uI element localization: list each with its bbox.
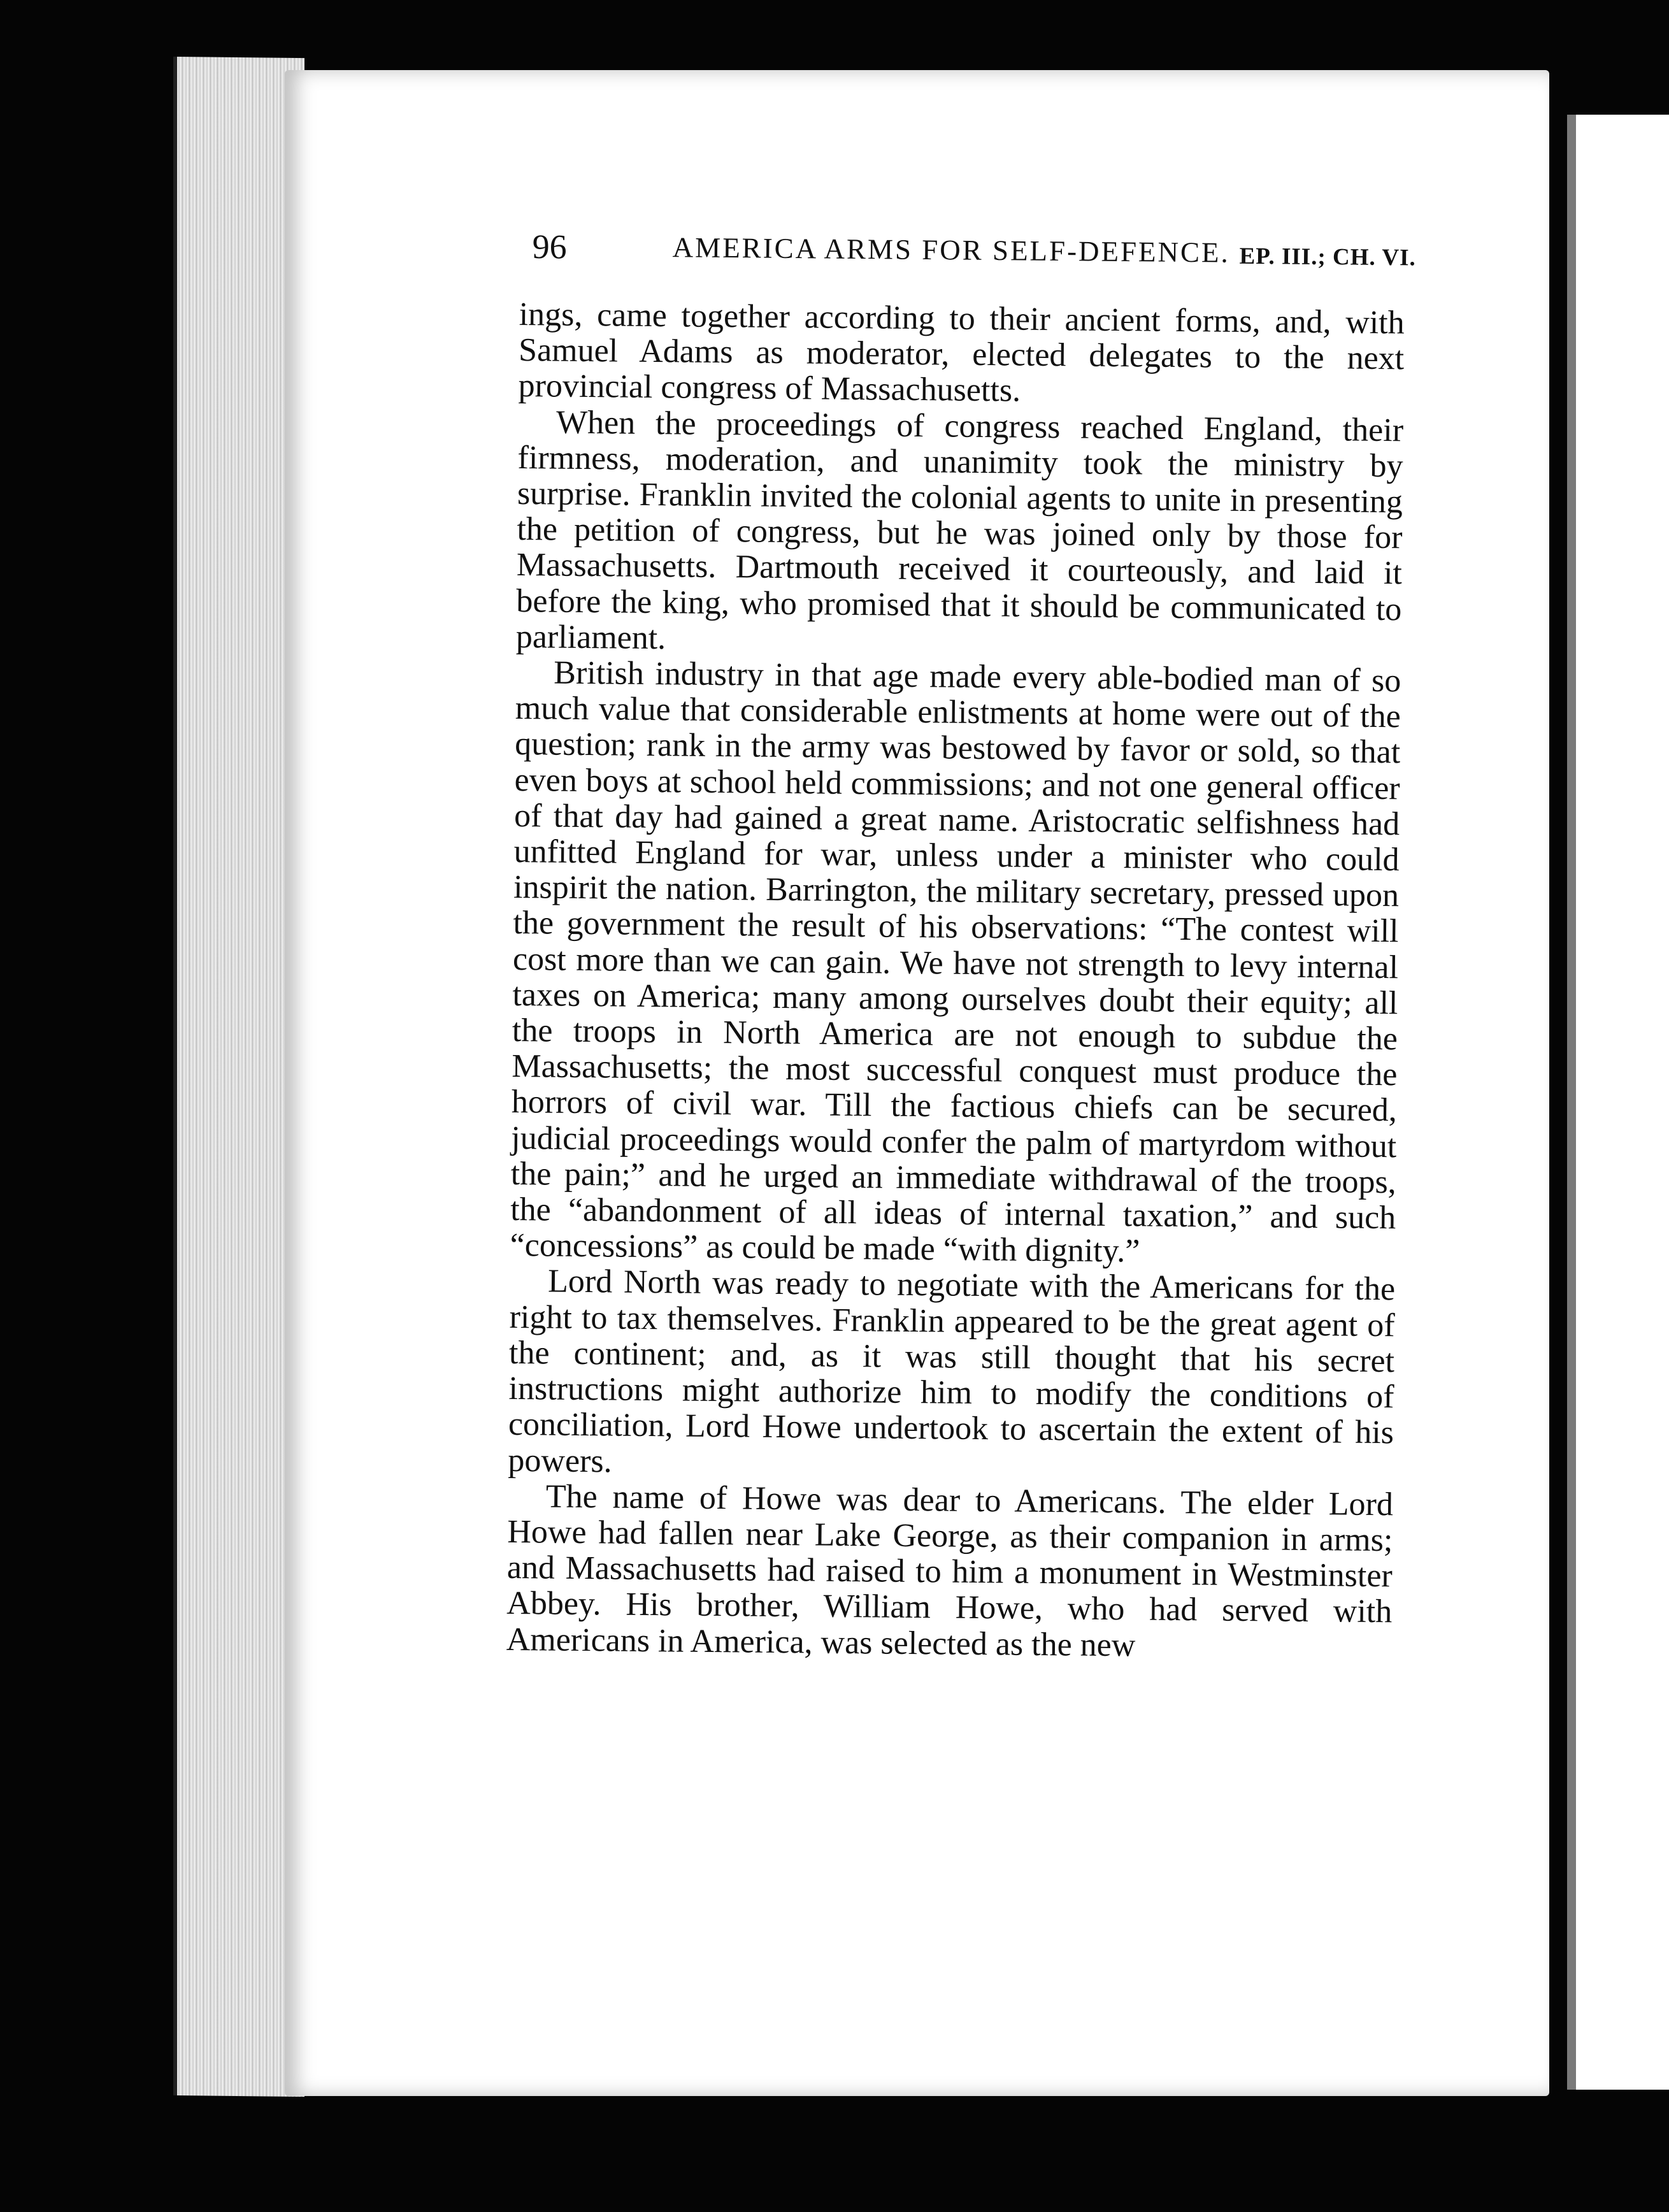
chapter-reference: EP. III.; CH. VI. <box>1239 243 1416 271</box>
paragraph-2: When the proceedings of congress reached England, their firmness, moderation, and unanimity took the ministry by surprise. Franklin invited the colonial agents to unite in presenting the petition of congress, but he was joined only by those for Massachusetts. Dartmouth received it courteously, and laid it before the king, who promised that it should be communicated to parliament. <box>515 404 1404 657</box>
next-page-edge <box>1567 115 1669 2090</box>
paragraph-1: ings, came together according to their ancient forms, and, with Samuel Adams as moderator, elected delegates to the next provincial congress of Massachusetts. <box>518 296 1405 409</box>
running-title: AMERICA ARMS FOR SELF-DEFENCE. <box>672 231 1231 269</box>
paragraph-3: British industry in that age made every able-bodied man of so much value that considerable enlistments at home were out of the question; rank in the army was bestowed by favor or sold, so that even boys at school held commissions; and not one general officer of that day had gained a great name. Aristocratic selfishness had unfitted England for war, unless under a minister who could inspirit the nation. Barrington, the military secretary, pressed upon the government the result of his observations: “The contest will cost more than we can gain. We have not strength to levy internal taxes on America; many among ourselves doubt their equity; all the troops in North America are not enough to subdue the Massachusetts; the most successful conquest must produce the horrors of civil war. Till the factious chiefs can be secured, judicial proceedings would confer the palm of martyrdom without the pain;” and he urged an immediate withdrawal of the troops, the “abandonment of all ideas of internal taxation,” and such “concessions” as could be made “with dignity.” <box>510 654 1401 1270</box>
page-number: 96 <box>532 227 567 266</box>
body-text <box>506 297 1404 1666</box>
paragraph-4: Lord North was ready to negotiate with the Americans for the right to tax themselves. Franklin appeared to be the great agent of the continent; and, as it was still thought that his secret instructions might authorize him to modify the conditions of conciliation, Lord Howe undertook to ascertain the extent of his powers. <box>508 1263 1396 1479</box>
paragraph-5: The name of Howe was dear to Americans. The elder Lord Howe had fallen near Lake George, as their companion in arms; and Massachusetts had raised to him a monument in Westminster Abbey. His brother, William Howe, who had served with Americans in America, was selected as the new <box>506 1478 1394 1663</box>
running-head <box>532 227 1418 280</box>
